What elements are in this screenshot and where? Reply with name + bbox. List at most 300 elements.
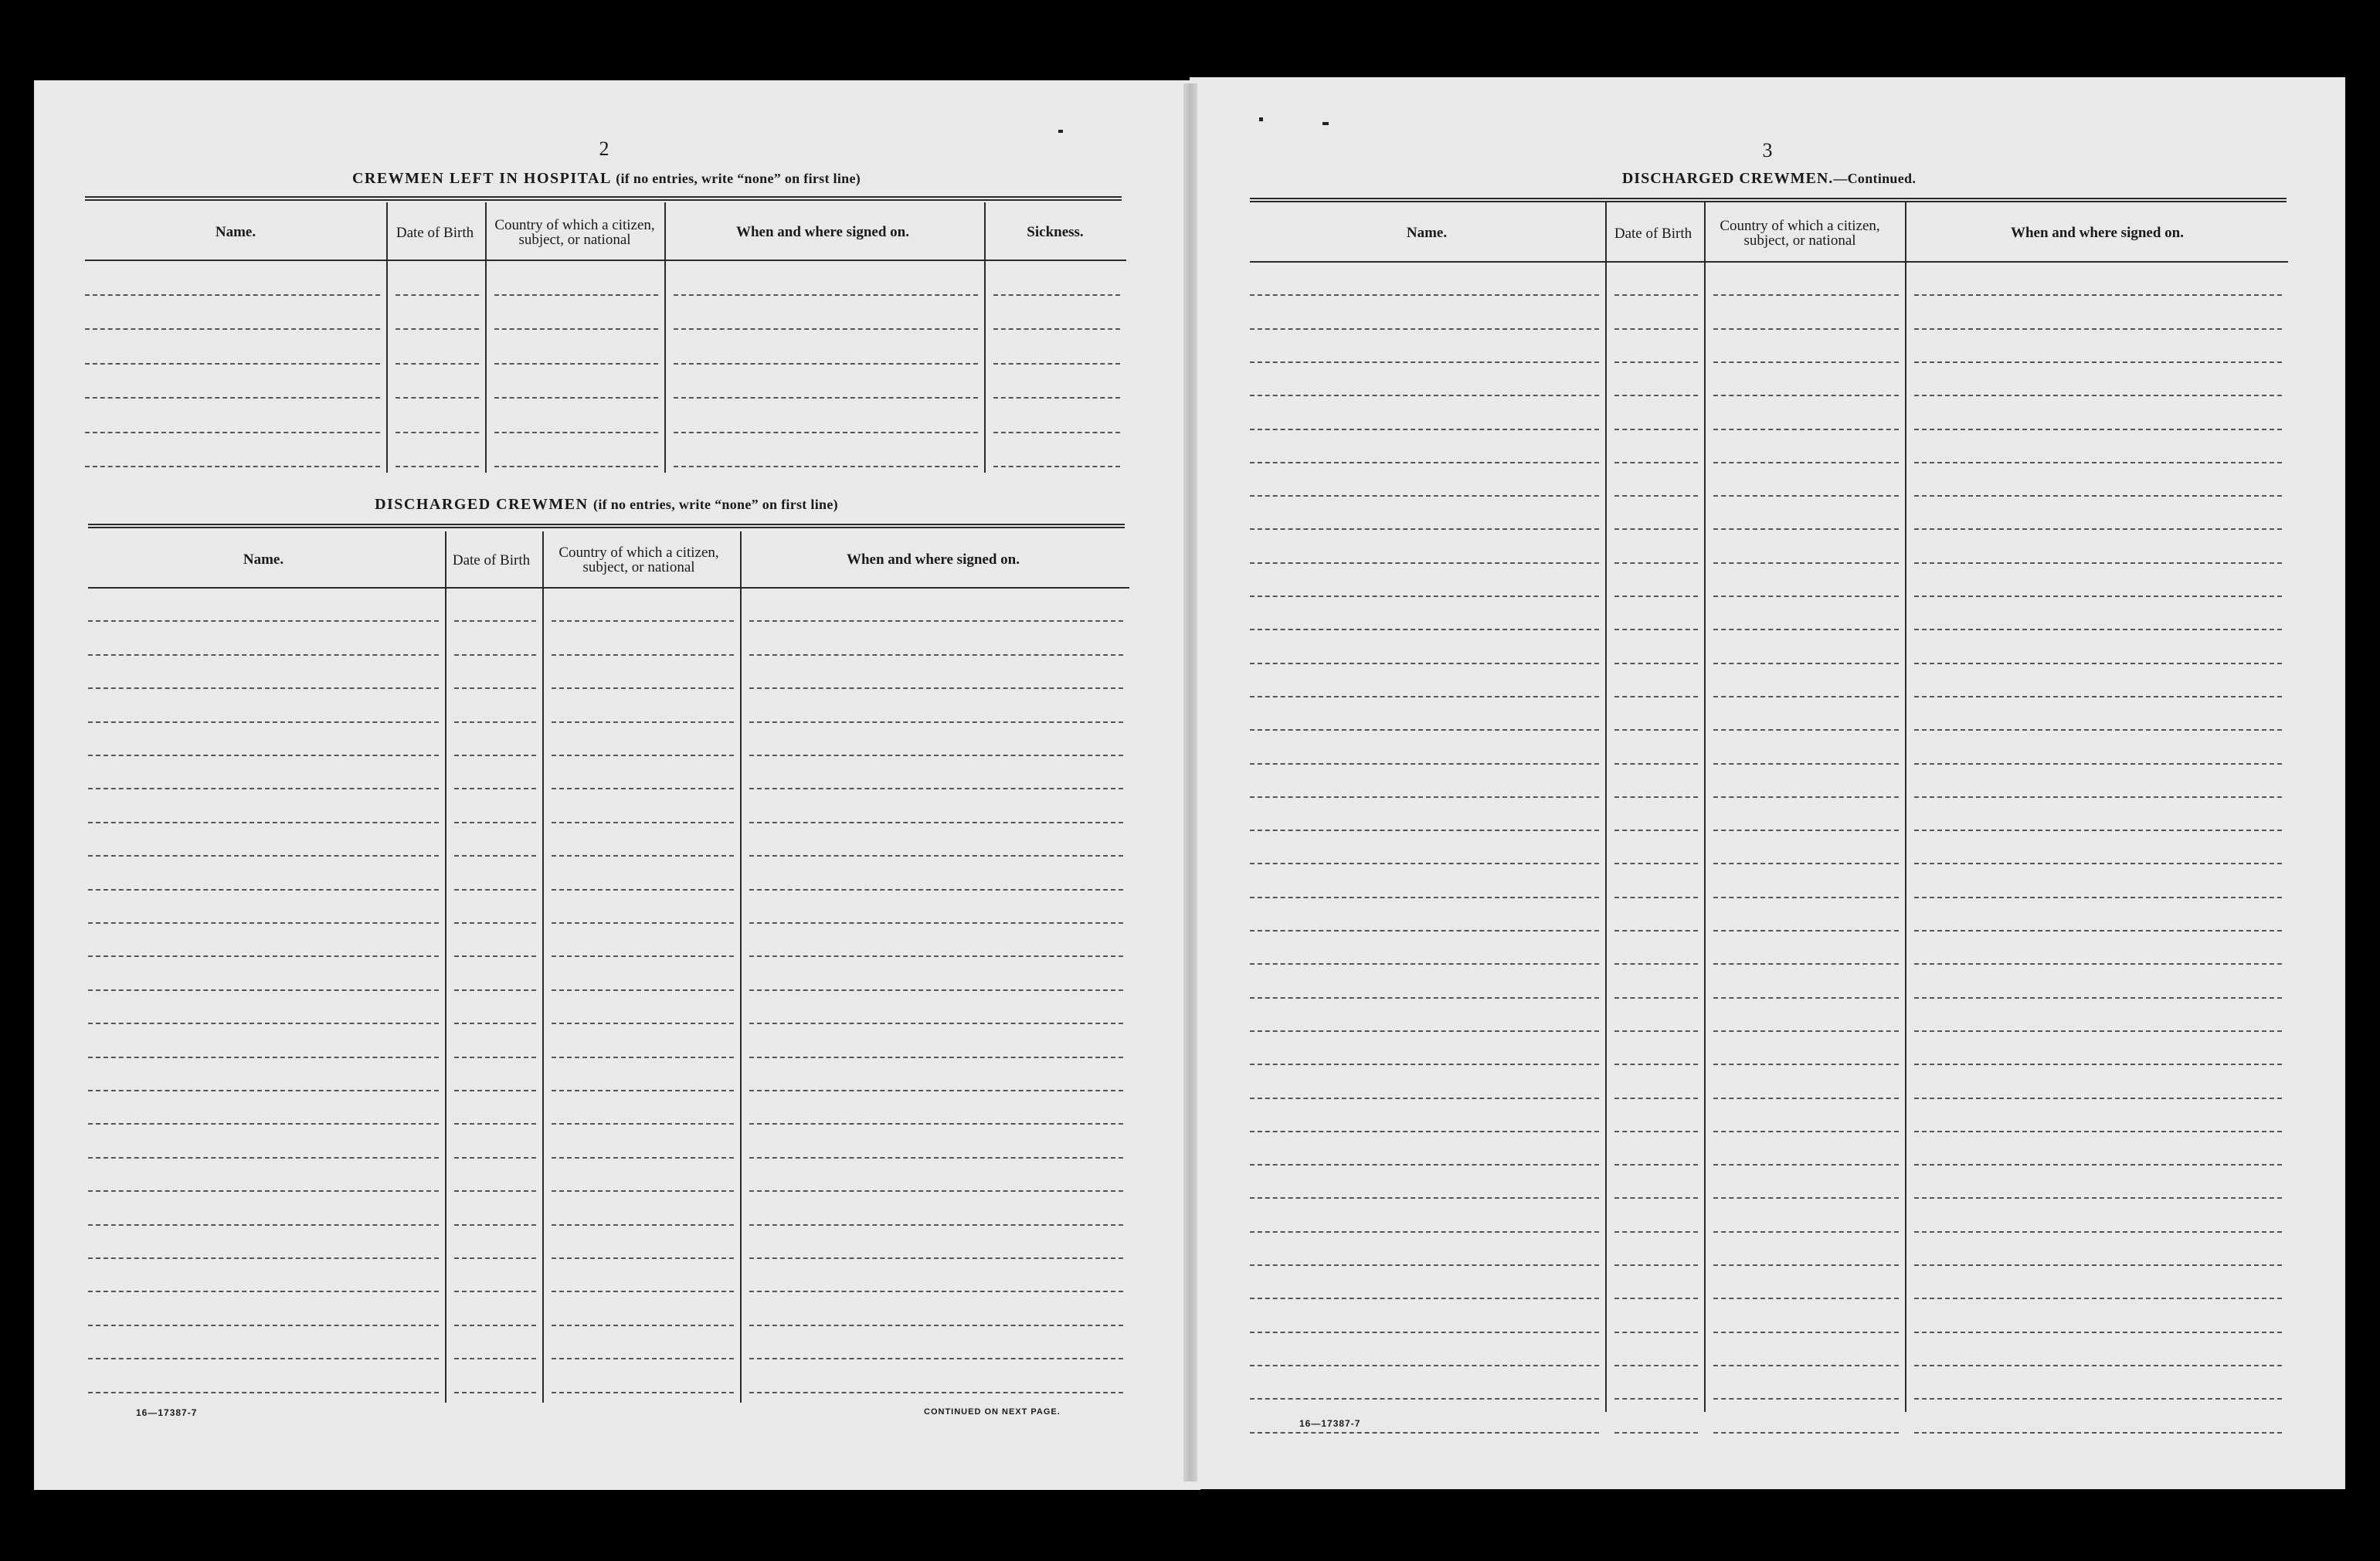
entry-line xyxy=(1914,863,2282,864)
entry-line xyxy=(1713,596,1899,597)
discharged-col-name: Name. xyxy=(243,551,284,568)
entry-line xyxy=(1914,294,2282,296)
entry-line xyxy=(749,654,1123,656)
entry-line xyxy=(552,687,734,689)
entry-line xyxy=(454,1090,536,1091)
entry-line xyxy=(552,755,734,756)
entry-line xyxy=(1250,1030,1599,1032)
entry-line xyxy=(1713,1264,1899,1266)
entry-line xyxy=(1250,796,1599,798)
entry-line xyxy=(85,397,380,399)
right-section-title xyxy=(1251,170,2287,188)
entry-line xyxy=(1614,1197,1698,1199)
column-rule xyxy=(485,202,487,473)
entry-line xyxy=(1614,1064,1698,1065)
entry-line xyxy=(993,432,1120,433)
entry-line xyxy=(1250,830,1599,831)
entry-line xyxy=(749,1325,1123,1326)
entry-line xyxy=(1614,1432,1698,1434)
page-number-right: 3 xyxy=(1762,139,1773,161)
entry-line xyxy=(1250,361,1599,363)
entry-line xyxy=(1614,462,1698,463)
entry-line xyxy=(454,721,536,723)
entry-line xyxy=(1614,294,1698,296)
entry-line xyxy=(1914,1131,2282,1132)
entry-line xyxy=(1713,963,1899,965)
entry-line xyxy=(1614,1098,1698,1099)
entry-line xyxy=(454,1291,536,1292)
entry-line xyxy=(749,1358,1123,1359)
hospital-header-rule xyxy=(85,196,1122,201)
column-rule xyxy=(664,202,666,473)
entry-line xyxy=(88,1224,439,1226)
entry-line xyxy=(1614,729,1698,731)
entry-line xyxy=(749,1224,1123,1226)
entry-line xyxy=(749,1190,1123,1192)
hospital-col-name: Name. xyxy=(215,224,256,240)
entry-line xyxy=(454,755,536,756)
entry-line xyxy=(1713,1398,1899,1400)
entry-line xyxy=(88,955,439,957)
entry-line xyxy=(1713,495,1899,497)
entry-line xyxy=(1713,1432,1899,1434)
entry-line xyxy=(1250,997,1599,999)
entry-line xyxy=(552,1358,734,1359)
entry-line xyxy=(454,654,536,656)
entry-line xyxy=(749,755,1123,756)
entry-line xyxy=(749,1057,1123,1058)
entry-line xyxy=(88,755,439,756)
entry-line xyxy=(749,922,1123,924)
entry-line xyxy=(993,466,1120,467)
entry-line xyxy=(88,822,439,823)
entry-line xyxy=(494,432,658,433)
entry-line xyxy=(454,989,536,991)
entry-line xyxy=(88,654,439,656)
entry-line xyxy=(1713,528,1899,530)
entry-line xyxy=(1713,863,1899,864)
entry-line xyxy=(1914,462,2282,463)
entry-line xyxy=(454,955,536,957)
header-rule xyxy=(88,587,1129,589)
entry-line xyxy=(749,889,1123,891)
entry-line xyxy=(1614,830,1698,831)
column-rule xyxy=(386,202,388,473)
entry-line xyxy=(1250,328,1599,330)
discharged-col-dob: Date of Birth xyxy=(452,551,531,568)
entry-line xyxy=(1250,1432,1599,1434)
entry-line xyxy=(749,1157,1123,1159)
entry-line xyxy=(88,889,439,891)
entry-line xyxy=(1713,696,1899,697)
entry-line xyxy=(1250,963,1599,965)
speck xyxy=(1322,122,1329,125)
entry-line xyxy=(1914,495,2282,497)
entry-line xyxy=(454,1358,536,1359)
entry-line xyxy=(1914,1030,2282,1032)
entry-line xyxy=(552,721,734,723)
entry-line xyxy=(552,1023,734,1024)
entry-line xyxy=(993,294,1120,296)
entry-line xyxy=(88,1023,439,1024)
entry-line xyxy=(1914,1098,2282,1099)
entry-line xyxy=(454,1257,536,1259)
entry-line xyxy=(749,1123,1123,1125)
entry-line xyxy=(1914,395,2282,396)
right-page xyxy=(1190,77,2345,1489)
entry-line xyxy=(88,1123,439,1125)
entry-line xyxy=(1614,1164,1698,1166)
entry-line xyxy=(1713,1197,1899,1199)
column-rule xyxy=(740,531,742,1403)
entry-line xyxy=(1250,696,1599,697)
speck xyxy=(1259,117,1263,121)
entry-line xyxy=(1914,1197,2282,1199)
entry-line xyxy=(749,1392,1123,1393)
entry-line xyxy=(396,363,479,365)
entry-line xyxy=(1250,1298,1599,1299)
header-rule xyxy=(85,260,1126,261)
entry-line xyxy=(1713,1098,1899,1099)
entry-line xyxy=(552,1090,734,1091)
entry-line xyxy=(1713,1030,1899,1032)
entry-line xyxy=(749,989,1123,991)
hospital-col-dob: Date of Birth xyxy=(396,224,474,241)
entry-line xyxy=(1713,562,1899,564)
entry-line xyxy=(749,721,1123,723)
hospital-section-title xyxy=(85,170,1128,188)
speck xyxy=(1058,130,1063,133)
entry-line xyxy=(454,822,536,823)
entry-line xyxy=(1614,395,1698,396)
hospital-col-signed-on: When and where signed on. xyxy=(735,224,909,240)
entry-line xyxy=(88,989,439,991)
entry-line xyxy=(1713,395,1899,396)
right-col-country: Country of which a citizen, subject, or national xyxy=(1720,218,1880,249)
hospital-instruction: (if no entries, write “none” on first line) xyxy=(616,171,861,186)
entry-line xyxy=(1914,1298,2282,1299)
entry-line xyxy=(1614,629,1698,630)
entry-line xyxy=(552,1157,734,1159)
entry-line xyxy=(454,855,536,857)
entry-line xyxy=(454,1157,536,1159)
entry-line xyxy=(552,922,734,924)
entry-line xyxy=(1250,1365,1599,1366)
entry-line xyxy=(1713,294,1899,296)
entry-line xyxy=(552,620,734,622)
column-rule xyxy=(445,531,446,1403)
entry-line xyxy=(1713,663,1899,664)
entry-line xyxy=(88,855,439,857)
entry-line xyxy=(1614,1298,1698,1299)
entry-line xyxy=(88,721,439,723)
entry-line xyxy=(749,955,1123,957)
right-col-signed-on: When and where signed on. xyxy=(2010,225,2184,241)
entry-line xyxy=(1614,963,1698,965)
right-header-rule xyxy=(1250,198,2287,202)
entry-line xyxy=(1614,696,1698,697)
entry-line xyxy=(1250,495,1599,497)
entry-line xyxy=(1614,1030,1698,1032)
entry-line xyxy=(993,397,1120,399)
entry-line xyxy=(552,1057,734,1058)
entry-line xyxy=(1250,429,1599,430)
entry-line xyxy=(85,466,380,467)
entry-line xyxy=(454,1392,536,1393)
entry-line xyxy=(396,294,479,296)
entry-line xyxy=(552,955,734,957)
entry-line xyxy=(396,466,479,467)
page-gutter xyxy=(1183,83,1197,1481)
column-rule xyxy=(1704,202,1706,1412)
left-page xyxy=(34,80,1200,1490)
column-rule xyxy=(984,202,986,473)
entry-line xyxy=(749,855,1123,857)
entry-line xyxy=(85,294,380,296)
entry-line xyxy=(993,363,1120,365)
entry-line xyxy=(1250,1064,1599,1065)
column-rule xyxy=(1905,202,1906,1412)
entry-line xyxy=(1614,997,1698,999)
entry-line xyxy=(674,328,978,330)
entry-line xyxy=(1713,1131,1899,1132)
continued-note: CONTINUED ON NEXT PAGE. xyxy=(924,1407,1061,1417)
entry-line xyxy=(1250,1197,1599,1199)
entry-line xyxy=(1914,696,2282,697)
discharged-instruction: (if no entries, write “none” on first line) xyxy=(593,497,838,512)
entry-line xyxy=(454,620,536,622)
entry-line xyxy=(494,397,658,399)
entry-line xyxy=(1713,462,1899,463)
hospital-col-sickness: Sickness. xyxy=(1027,224,1084,240)
entry-line xyxy=(1614,528,1698,530)
entry-line xyxy=(1614,328,1698,330)
entry-line xyxy=(749,1291,1123,1292)
discharged-col-country: Country of which a citizen, subject, or national xyxy=(559,545,719,575)
entry-line xyxy=(85,363,380,365)
entry-line xyxy=(674,397,978,399)
entry-line xyxy=(1250,1231,1599,1233)
entry-line xyxy=(552,1392,734,1393)
form-number-right: 16—17387-7 xyxy=(1299,1418,1361,1429)
entry-line xyxy=(1614,361,1698,363)
entry-line xyxy=(552,1291,734,1292)
entry-line xyxy=(88,1325,439,1326)
entry-line xyxy=(1914,963,2282,965)
column-rule xyxy=(1605,202,1607,1412)
entry-line xyxy=(552,1190,734,1192)
entry-line xyxy=(494,363,658,365)
entry-line xyxy=(1713,897,1899,898)
entry-line xyxy=(1713,1064,1899,1065)
entry-line xyxy=(85,432,380,433)
entry-line xyxy=(552,654,734,656)
entry-line xyxy=(88,620,439,622)
column-rule xyxy=(542,531,544,1403)
entry-line xyxy=(454,1057,536,1058)
discharged-header-rule xyxy=(88,524,1125,528)
entry-line xyxy=(1614,1231,1698,1233)
entry-line xyxy=(454,1190,536,1192)
entry-line xyxy=(85,328,380,330)
entry-line xyxy=(552,1224,734,1226)
entry-line xyxy=(88,1090,439,1091)
entry-line xyxy=(1914,663,2282,664)
entry-line xyxy=(88,1291,439,1292)
entry-line xyxy=(1250,1264,1599,1266)
entry-line xyxy=(1713,429,1899,430)
entry-line xyxy=(1250,562,1599,564)
entry-line xyxy=(552,889,734,891)
entry-line xyxy=(749,1257,1123,1259)
discharged-col-signed-on: When and where signed on. xyxy=(846,551,1020,568)
entry-line xyxy=(1914,1398,2282,1400)
entry-line xyxy=(674,466,978,467)
entry-line xyxy=(1250,629,1599,630)
entry-line xyxy=(749,822,1123,823)
entry-line xyxy=(1914,528,2282,530)
entry-line xyxy=(396,397,479,399)
entry-line xyxy=(1250,729,1599,731)
entry-line xyxy=(1713,1298,1899,1299)
entry-line xyxy=(1614,796,1698,798)
entry-line xyxy=(1713,729,1899,731)
entry-line xyxy=(1614,1131,1698,1132)
entry-line xyxy=(494,328,658,330)
discharged-section-title xyxy=(85,496,1128,514)
entry-line xyxy=(1614,663,1698,664)
entry-line xyxy=(1914,796,2282,798)
entry-line xyxy=(1614,897,1698,898)
entry-line xyxy=(1914,361,2282,363)
entry-line xyxy=(674,432,978,433)
entry-line xyxy=(1713,796,1899,798)
entry-line xyxy=(1250,663,1599,664)
right-title-text: DISCHARGED CREWMEN. xyxy=(1621,170,1834,187)
entry-line xyxy=(396,432,479,433)
entry-line xyxy=(1914,729,2282,731)
entry-line xyxy=(1914,1332,2282,1333)
form-number-left: 16—17387-7 xyxy=(136,1407,198,1418)
entry-line xyxy=(1614,562,1698,564)
entry-line xyxy=(1914,629,2282,630)
entry-line xyxy=(1713,328,1899,330)
entry-line xyxy=(674,363,978,365)
entry-line xyxy=(749,1090,1123,1091)
entry-line xyxy=(1713,763,1899,765)
entry-line xyxy=(1914,1264,2282,1266)
entry-line xyxy=(1614,1264,1698,1266)
entry-line xyxy=(454,1123,536,1125)
entry-line xyxy=(1614,930,1698,932)
entry-line xyxy=(1713,361,1899,363)
entry-line xyxy=(1914,930,2282,932)
right-title-suffix: —Continued. xyxy=(1833,171,1917,186)
entry-line xyxy=(1614,1332,1698,1333)
entry-line xyxy=(1250,863,1599,864)
entry-line xyxy=(88,1190,439,1192)
entry-line xyxy=(749,620,1123,622)
entry-line xyxy=(1250,462,1599,463)
entry-line xyxy=(454,889,536,891)
entry-line xyxy=(1250,1398,1599,1400)
entry-line xyxy=(88,788,439,789)
entry-line xyxy=(1914,328,2282,330)
entry-line xyxy=(749,788,1123,789)
entry-line xyxy=(1914,1164,2282,1166)
entry-line xyxy=(88,1392,439,1393)
entry-line xyxy=(552,1123,734,1125)
entry-line xyxy=(88,1257,439,1259)
page-number-left: 2 xyxy=(599,137,609,160)
right-col-dob: Date of Birth xyxy=(1614,225,1692,242)
entry-line xyxy=(1614,1398,1698,1400)
entry-line xyxy=(88,687,439,689)
entry-line xyxy=(749,687,1123,689)
entry-line xyxy=(1250,294,1599,296)
entry-line xyxy=(1914,1231,2282,1233)
entry-line xyxy=(1250,1131,1599,1132)
entry-line xyxy=(1914,897,2282,898)
entry-line xyxy=(749,1023,1123,1024)
entry-line xyxy=(88,1358,439,1359)
entry-line xyxy=(1713,1365,1899,1366)
entry-line xyxy=(88,1157,439,1159)
entry-line xyxy=(552,855,734,857)
entry-line xyxy=(1250,1164,1599,1166)
entry-line xyxy=(552,989,734,991)
entry-line xyxy=(1614,763,1698,765)
entry-line xyxy=(1614,863,1698,864)
entry-line xyxy=(552,1325,734,1326)
entry-line xyxy=(454,1325,536,1326)
entry-line xyxy=(88,1057,439,1058)
entry-line xyxy=(1614,1365,1698,1366)
entry-line xyxy=(1250,1098,1599,1099)
header-rule xyxy=(1250,261,2288,263)
entry-line xyxy=(454,687,536,689)
entry-line xyxy=(1250,1332,1599,1333)
hospital-col-country: Country of which a citizen, subject, or national xyxy=(494,217,655,248)
entry-line xyxy=(1614,495,1698,497)
entry-line xyxy=(454,922,536,924)
entry-line xyxy=(1914,997,2282,999)
hospital-title-text: CREWMEN LEFT IN HOSPITAL xyxy=(351,170,611,187)
entry-line xyxy=(1614,429,1698,430)
entry-line xyxy=(494,294,658,296)
entry-line xyxy=(1250,528,1599,530)
entry-line xyxy=(552,822,734,823)
entry-line xyxy=(1713,1164,1899,1166)
entry-line xyxy=(1914,1064,2282,1065)
entry-line xyxy=(1914,596,2282,597)
entry-line xyxy=(1713,997,1899,999)
entry-line xyxy=(1713,1332,1899,1333)
entry-line xyxy=(674,294,978,296)
entry-line xyxy=(1914,429,2282,430)
entry-line xyxy=(1914,562,2282,564)
entry-line xyxy=(993,328,1120,330)
entry-line xyxy=(454,1224,536,1226)
entry-line xyxy=(1713,629,1899,630)
entry-line xyxy=(1250,596,1599,597)
right-col-name: Name. xyxy=(1406,225,1448,241)
entry-line xyxy=(1713,830,1899,831)
entry-line xyxy=(1914,763,2282,765)
entry-line xyxy=(454,788,536,789)
entry-line xyxy=(1914,830,2282,831)
entry-line xyxy=(1250,930,1599,932)
